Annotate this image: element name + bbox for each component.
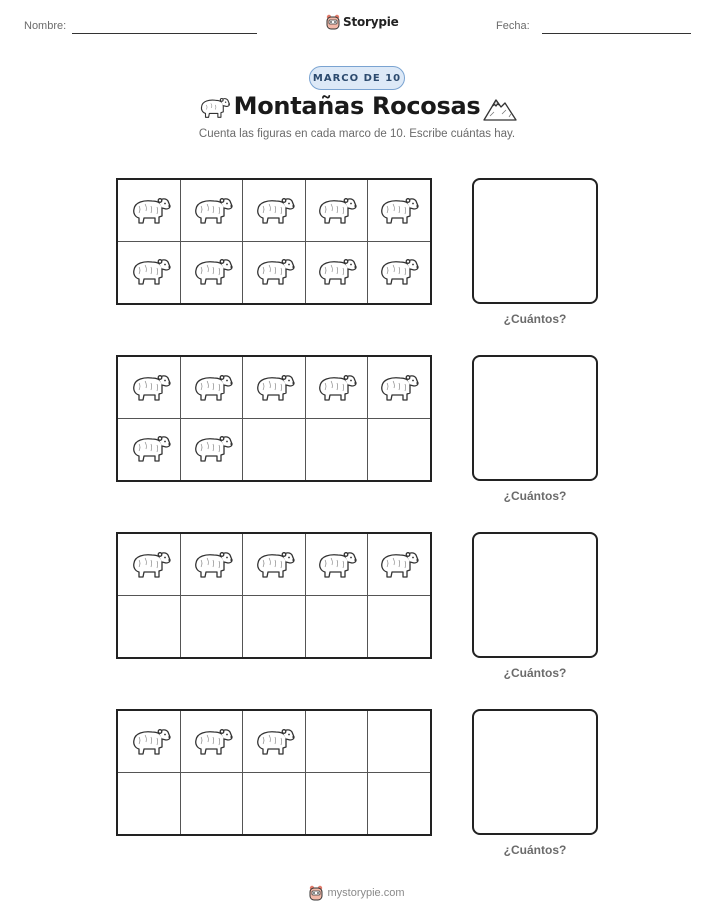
frame-cell bbox=[242, 418, 305, 480]
page-title: Montañas Rocosas bbox=[233, 92, 481, 120]
answer-box[interactable] bbox=[472, 178, 598, 304]
footer bbox=[0, 885, 714, 901]
bear-icon bbox=[190, 369, 234, 407]
brand-logo bbox=[326, 14, 399, 30]
bear-icon bbox=[314, 369, 358, 407]
bear-icon bbox=[190, 430, 234, 468]
frame-cell bbox=[180, 418, 243, 480]
frame-cell bbox=[180, 772, 243, 834]
frame-cell bbox=[305, 357, 368, 419]
bear-icon bbox=[128, 546, 172, 584]
frame-cell bbox=[118, 595, 181, 657]
ten-frame bbox=[116, 532, 432, 659]
frame-cell bbox=[242, 357, 305, 419]
frame-cell bbox=[242, 534, 305, 596]
frame-cell bbox=[367, 241, 430, 303]
mountain-icon bbox=[482, 94, 518, 122]
frame-cell bbox=[367, 418, 430, 480]
frame-cell bbox=[367, 534, 430, 596]
bear-icon bbox=[252, 192, 296, 230]
answer-box[interactable] bbox=[472, 532, 598, 658]
frame-cell bbox=[242, 180, 305, 242]
bear-icon bbox=[376, 369, 420, 407]
frame-cell bbox=[242, 772, 305, 834]
frame-cell bbox=[180, 180, 243, 242]
bear-icon bbox=[252, 723, 296, 761]
frame-cell bbox=[180, 241, 243, 303]
frame-cell bbox=[180, 534, 243, 596]
frame-cell bbox=[118, 357, 181, 419]
question-label: ¿Cuántos? bbox=[503, 312, 567, 326]
question-label: ¿Cuántos? bbox=[503, 489, 567, 503]
frame-cell bbox=[367, 180, 430, 242]
bear-icon bbox=[252, 253, 296, 291]
instructions: Cuenta las figuras en cada marco de 10. Escribe cuántas hay. bbox=[198, 128, 516, 140]
name-label: Nombre: bbox=[24, 20, 67, 32]
bear-icon bbox=[128, 723, 172, 761]
frame-cell bbox=[305, 711, 368, 773]
bear-icon bbox=[376, 192, 420, 230]
ten-frame bbox=[116, 709, 432, 836]
bear-icon bbox=[128, 430, 172, 468]
bear-icon bbox=[190, 723, 234, 761]
brand-name: Storypie bbox=[343, 15, 399, 29]
ten-frame bbox=[116, 178, 432, 305]
frame-cell bbox=[305, 534, 368, 596]
ten-frame bbox=[116, 355, 432, 482]
frame-cell bbox=[305, 241, 368, 303]
frame-cell bbox=[118, 772, 181, 834]
frame-cell bbox=[305, 772, 368, 834]
bear-icon bbox=[376, 546, 420, 584]
bear-icon bbox=[128, 369, 172, 407]
frame-cell bbox=[367, 595, 430, 657]
date-label: Fecha: bbox=[496, 20, 530, 32]
bear-icon bbox=[314, 253, 358, 291]
bear-icon bbox=[314, 546, 358, 584]
footer-url[interactable]: mystorypie.com bbox=[327, 887, 405, 899]
frame-cell bbox=[305, 180, 368, 242]
bear-icon bbox=[128, 253, 172, 291]
answer-box[interactable] bbox=[472, 709, 598, 835]
answer-box[interactable] bbox=[472, 355, 598, 481]
frame-cell bbox=[180, 711, 243, 773]
date-line[interactable] bbox=[542, 33, 691, 34]
question-label: ¿Cuántos? bbox=[503, 666, 567, 680]
frame-cell bbox=[242, 241, 305, 303]
bear-icon bbox=[252, 546, 296, 584]
frame-cell bbox=[367, 772, 430, 834]
bear-icon bbox=[190, 546, 234, 584]
frame-cell bbox=[118, 534, 181, 596]
bear-icon bbox=[252, 369, 296, 407]
frame-cell bbox=[305, 595, 368, 657]
frame-cell bbox=[367, 357, 430, 419]
frame-cell bbox=[118, 180, 181, 242]
frame-cell bbox=[118, 241, 181, 303]
bear-icon bbox=[314, 192, 358, 230]
frame-cell bbox=[118, 711, 181, 773]
frame-cell bbox=[367, 711, 430, 773]
title-row bbox=[0, 92, 714, 126]
bear-icon bbox=[128, 192, 172, 230]
storypie-mascot-icon bbox=[326, 14, 340, 30]
name-line[interactable] bbox=[72, 33, 257, 34]
bear-icon bbox=[376, 253, 420, 291]
worksheet-badge: MARCO DE 10 bbox=[309, 66, 405, 90]
bear-icon bbox=[190, 192, 234, 230]
frame-cell bbox=[180, 595, 243, 657]
frame-cell bbox=[305, 418, 368, 480]
bear-icon bbox=[190, 253, 234, 291]
frame-cell bbox=[242, 711, 305, 773]
frame-cell bbox=[242, 595, 305, 657]
frame-cell bbox=[180, 357, 243, 419]
frame-cell bbox=[118, 418, 181, 480]
storypie-mascot-icon bbox=[309, 885, 323, 901]
question-label: ¿Cuántos? bbox=[503, 843, 567, 857]
